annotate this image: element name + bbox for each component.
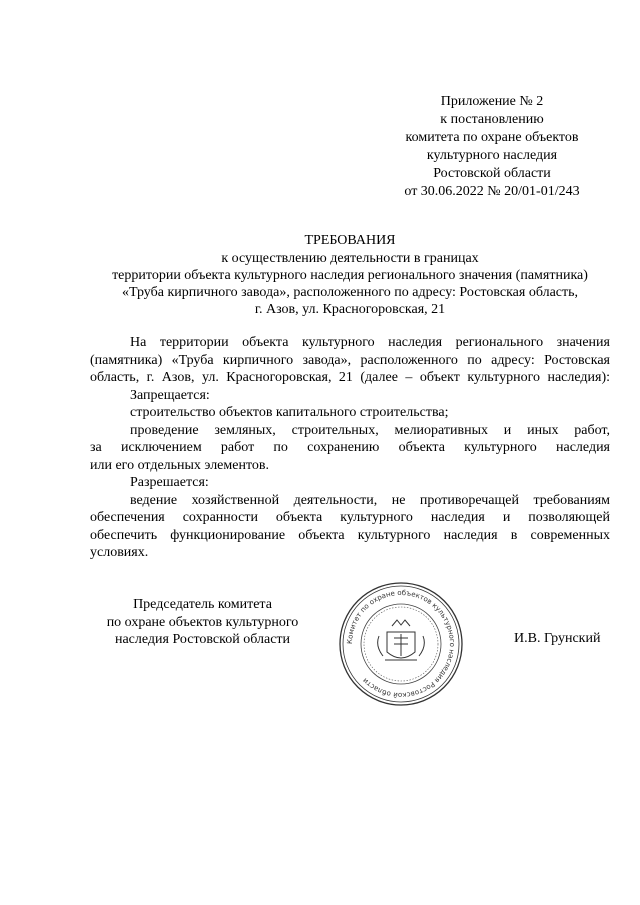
allowed-item: ведение хозяйственной деятельности, не противоречащей требованиям xyxy=(130,492,610,508)
official-seal xyxy=(337,580,465,708)
appendix-ref: к постановлению xyxy=(440,112,544,127)
position-line: по охране объектов культурного xyxy=(106,614,299,630)
allowed-item: обеспечения сохранности объекта культурного наследия и позволяющей xyxy=(90,510,610,525)
heading-line: г. Азов, ул. Красногоровская, 21 xyxy=(254,302,446,317)
intro-line: область, г. Азов, ул. Красногоровская, 21 (далее – объект культурного наследия): xyxy=(90,370,610,385)
position-line: Председатель комитета xyxy=(133,597,272,612)
forbidden-item: или его отдельных элементов. xyxy=(90,457,269,473)
appendix-committee: комитета по охране объектов xyxy=(405,130,579,145)
document-body xyxy=(90,334,610,562)
forbidden-item: за исключением работ по сохранению объекта культурного наследия xyxy=(90,440,610,455)
appendix-date-number: от 30.06.2022 № 20/01-01/243 xyxy=(404,184,580,199)
allowed-heading: Разрешается: xyxy=(130,475,209,490)
intro-line: (памятника) «Труба кирпичного завода», расположенного по адресу: Ростовская xyxy=(90,352,610,368)
heading-line: к осуществлению деятельности в границах xyxy=(221,251,479,266)
heading-line: «Труба кирпичного завода», расположенного по адресу: Ростовская область, xyxy=(121,285,579,300)
document-heading xyxy=(90,232,610,318)
appendix-heritage: культурного наследия xyxy=(426,148,558,163)
coat-of-arms-icon xyxy=(378,620,425,660)
signatory-position xyxy=(95,596,310,649)
appendix-block xyxy=(392,93,592,201)
document-title: ТРЕБОВАНИЯ xyxy=(304,233,396,248)
heading-line: территории объекта культурного наследия регионального значения (памятника) xyxy=(112,268,588,283)
appendix-region: Ростовской области xyxy=(433,166,551,181)
position-line: наследия Ростовской области xyxy=(114,632,291,647)
allowed-item: обеспечить функционирование объекта культурного наследия в современных xyxy=(90,527,610,543)
allowed-item: условиях. xyxy=(90,545,149,560)
appendix-number: Приложение № 2 xyxy=(440,94,544,109)
forbidden-heading: Запрещается: xyxy=(130,387,210,403)
signatory-name: И.В. Грунский xyxy=(514,631,601,646)
seal-text: Комитет по охране объектов культурного наследия Ростовской области xyxy=(345,588,457,700)
forbidden-item: проведение земляных, строительных, мелиоративных и иных работ, xyxy=(130,422,610,438)
forbidden-item: строительство объектов капитального строительства; xyxy=(130,405,449,420)
intro-line: На территории объекта культурного наследия регионального значения xyxy=(130,335,610,350)
